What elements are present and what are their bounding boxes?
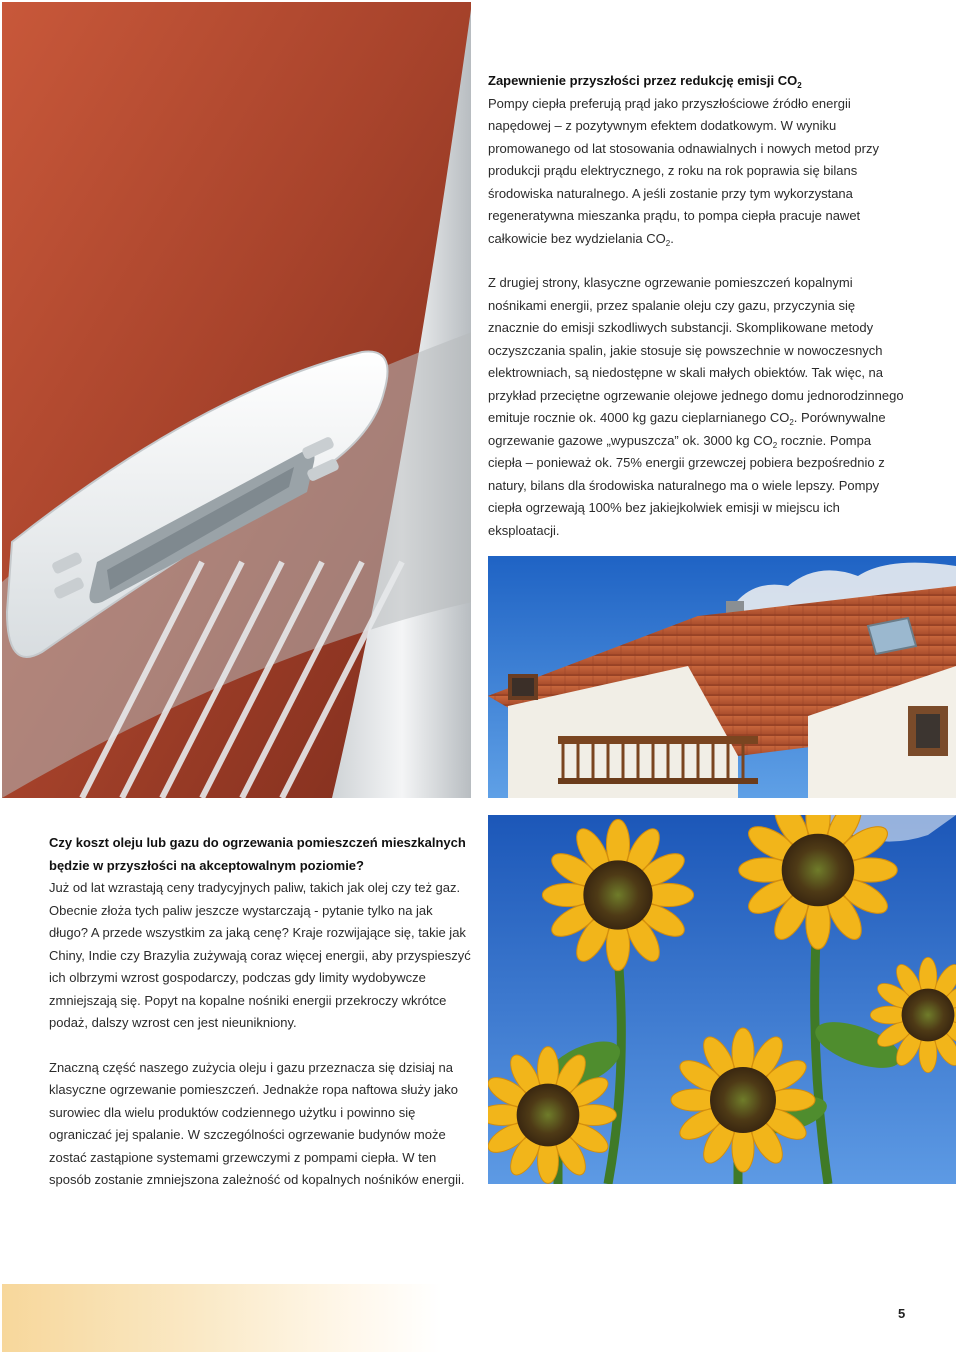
fuel-cost-section xyxy=(49,832,474,1192)
footer-gradient-band xyxy=(2,1284,442,1352)
fuel-cost-heading: Czy koszt oleju lub gazu do ogrzewania pomieszczeń mieszkalnych będzie w przyszłości na akceptowalnym poziomie? xyxy=(49,835,466,873)
page-number: 5 xyxy=(898,1306,906,1321)
co2-reduction-section xyxy=(488,70,908,542)
house-photo xyxy=(488,556,956,798)
sunflowers-photo xyxy=(488,815,956,1184)
co2-reduction-heading: Zapewnienie przyszłości przez redukcję emisji $CO_2$ xyxy=(488,73,802,90)
fuel-cost-paragraph-2: Znaczną część naszego zużycia oleju i gazu przeznacza się dzisiaj na klasyczne ogrzewanie pomieszczeń. Jednakże ropa naftowa służy jako surowiec dla wielu produktów codziennego użytku i powinno się ograniczać jej spalanie. W szczególności ogrzewanie budynów może zostać zastąpione systemami grzewczymi z pompami ciepła. W ten sposób zostanie zmniejszona zależność od kopalnych nośników energii. xyxy=(49,1059,465,1187)
heat-pump-photo xyxy=(2,2,471,798)
fuel-cost-paragraph-1: Już od lat wzrastają ceny tradycyjnych paliw, takich jak olej czy też gaz. Obecnie złoża tych paliw jeszcze wystarczają - pytanie tylko na jak długo? A przede wszystkim za jaką cenę? Kraje rozwijające się, takie jak Chiny, Indie czy Brazylia zużywają coraz więcej energii, aby przyspieszyć ich olbrzymi wzrost gospodarczy, podczas gdy limity wydobywcze zmniejszają się. Popyt na kopalne nośniki energii przekroczy wkrótce podaż, dalszy wzrost cen jest nieunikniony. xyxy=(49,880,471,1030)
co2-reduction-paragraph-2: Z drugiej strony, klasyczne ogrzewanie pomieszczeń kopalnymi nośnikami energii, przez spalanie oleju czy gazu, przyczynia się znacznie do emisji szkodliwych substancji. Skomplikowane metody oczyszczania spalin, jakie stosuje się powszechnie w nowoczesnych elektrowniach, są niedostępne w skali małych obiektów. Tak więc, na przykład przeciętne ogrzewanie olejowe jednego domu jednorodzinnego emituje rocznie ok. 4000 kg gazu cieplarnianego $CO_2$. Porównywalne ogrzewanie gazowe „wypuszcza” ok. 3000 kg $CO_2$ rocznie. Pompa ciepła – ponieważ ok. 75% energii grzewczej pobiera bezpośrednio z natury, bilans dla środowiska naturalnego ma o wiele lepszy. Pompy ciepła ogrzewają 100% bez jakiejkolwiek emisji w miejscu ich eksploatacji. xyxy=(488,275,904,538)
co2-reduction-paragraph-1: Pompy ciepła preferują prąd jako przyszłościowe źródło energii napędowej – z pozytywnym efektem dodatkowym. W wyniku promowanego od lat stosowania odnawialnych i nowych metod przy produkcji prądu elektrycznego, z roku na rok poprawia się bilans środowiska naturalnego. A jeśli zostanie przy tym wykorzystana regeneratywna mieszanka prądu, to pompa ciepła pracuje nawet całkowicie bez wydzielania $CO_2$. xyxy=(488,95,879,248)
